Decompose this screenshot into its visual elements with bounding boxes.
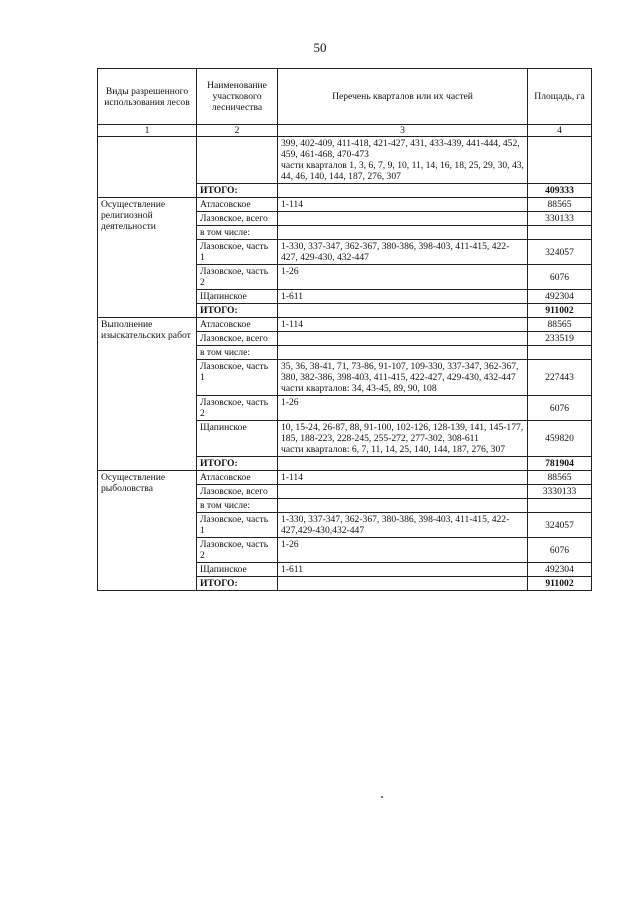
quarters-parts: части кварталов: 6, 7, 11, 14, 25, 140, 144, 187, 276, 307: [281, 444, 506, 455]
total-label: ИТОГО:: [197, 457, 278, 471]
area-cell: 88565: [528, 471, 592, 485]
use-type-cell: Выполнение изыскательских работ: [98, 318, 197, 471]
quarters-cell: [278, 304, 528, 318]
area-cell: 233519: [528, 332, 592, 346]
column-index-row: [98, 125, 592, 137]
forestry-name: в том числе:: [197, 499, 278, 513]
forestry-name: Лазовское, часть 1: [197, 360, 278, 396]
forestry-name: Щапинское: [197, 290, 278, 304]
quarters-cell: 1-330, 337-347, 362-367, 380-386, 398-403, 411-415, 422-427,429-430,432-447: [278, 513, 528, 538]
quarters-cell: 1-114: [278, 198, 528, 212]
forestry-name: Щапинское: [197, 421, 278, 457]
header-forestry: Наименование участкового лесничества: [197, 69, 278, 125]
area-cell: 227443: [528, 360, 592, 396]
table-header-row: [98, 69, 592, 125]
quarters-cell: 1-611: [278, 290, 528, 304]
quarters-cell: [278, 346, 528, 360]
area-cell: 324057: [528, 240, 592, 265]
quarters-cell: 1-114: [278, 318, 528, 332]
quarters-cell: [278, 421, 528, 457]
area-cell: 492304: [528, 563, 592, 577]
forestry-name: в том числе:: [197, 226, 278, 240]
area-cell: 330133: [528, 212, 592, 226]
col-index: 2: [197, 125, 278, 137]
total-value: 911002: [528, 304, 592, 318]
quarters-cell: 1-114: [278, 471, 528, 485]
area-cell: 459820: [528, 421, 592, 457]
total-label: ИТОГО:: [197, 184, 278, 198]
forestry-name: в том числе:: [197, 346, 278, 360]
quarters-cell: [278, 485, 528, 499]
forestry-name: Лазовское, часть 1: [197, 240, 278, 265]
header-use-type: Виды разрешенного использования лесов: [98, 69, 197, 125]
col-index: 4: [528, 125, 592, 137]
table-row: [98, 318, 592, 332]
forestry-name: Лазовское, всего: [197, 212, 278, 226]
quarters-cell: [278, 577, 528, 591]
area-cell: 6076: [528, 265, 592, 290]
quarters-cell: 1-26: [278, 265, 528, 290]
quarters-cell: 1-26: [278, 538, 528, 563]
quarters-list: 35, 36, 38-41, 71, 73-86, 91-107, 109-330, 337-347, 362-367, 380, 382-386, 398-403, 411-415, 422-427, 429-430, 432-447: [281, 361, 519, 383]
forestry-name: Лазовское, всего: [197, 485, 278, 499]
col-index: 3: [278, 125, 528, 137]
area-cell: 88565: [528, 318, 592, 332]
quarters-cell: 1-611: [278, 563, 528, 577]
area-cell: 3330133: [528, 485, 592, 499]
col-index: 1: [98, 125, 197, 137]
quarters-cell: [278, 499, 528, 513]
quarters-cell: [278, 226, 528, 240]
area-cell: [528, 346, 592, 360]
forest-use-table: [97, 68, 592, 591]
forestry-cell: [197, 137, 278, 184]
area-cell: 324057: [528, 513, 592, 538]
forestry-name: Лазовское, часть 2: [197, 396, 278, 421]
forestry-name: Атласовское: [197, 318, 278, 332]
table-row: [98, 471, 592, 485]
area-cell: 6076: [528, 538, 592, 563]
area-cell: 492304: [528, 290, 592, 304]
quarters-parts: части кварталов: 34, 43-45, 89, 90, 108: [281, 383, 437, 394]
forestry-name: Лазовское, часть 1: [197, 513, 278, 538]
forestry-name: Лазовское, часть 2: [197, 538, 278, 563]
page-number: 50: [313, 40, 327, 55]
forestry-name: Лазовское, всего: [197, 332, 278, 346]
quarters-list: 399, 402-409, 411-418, 421-427, 431, 433-439, 441-444, 452, 459, 461-468, 470-473: [281, 138, 520, 160]
quarters-list: 10, 15-24, 26-87, 88, 91-100, 102-126, 128-139, 141, 145-177, 185, 188-223, 228-245, 255-272, 277-302, 308-611: [281, 422, 524, 444]
forestry-name: Атласовское: [197, 471, 278, 485]
quarters-cell: 1-26: [278, 396, 528, 421]
total-label: ИТОГО:: [197, 577, 278, 591]
use-type-cell: Осуществление религиозной деятельности: [98, 198, 197, 318]
quarters-cell: [278, 137, 528, 184]
area-cell: [528, 499, 592, 513]
quarters-cell: [278, 360, 528, 396]
use-type-cell: Осуществление рыболовства: [98, 471, 197, 591]
quarters-cell: [278, 332, 528, 346]
area-cell: 88565: [528, 198, 592, 212]
total-value: 409333: [528, 184, 592, 198]
header-area: Площадь, га: [528, 69, 592, 125]
header-quarters: Перечень кварталов или их частей: [278, 69, 528, 125]
total-value: 781904: [528, 457, 592, 471]
total-value: 911002: [528, 577, 592, 591]
quarters-cell: [278, 212, 528, 226]
quarters-parts: части кварталов 1, 3, 6, 7, 9, 10, 11, 14, 16, 18, 25, 29, 30, 43, 44, 46, 140, 144, 187, 276, 307: [281, 160, 524, 182]
area-cell: 6076: [528, 396, 592, 421]
total-label: ИТОГО:: [197, 304, 278, 318]
forestry-name: Атласовское: [197, 198, 278, 212]
use-type-cell: [98, 137, 197, 198]
table-row: [98, 198, 592, 212]
quarters-cell: [278, 184, 528, 198]
scan-speck: [381, 796, 383, 798]
forestry-name: Щапинское: [197, 563, 278, 577]
table-row: [98, 137, 592, 184]
area-cell: [528, 226, 592, 240]
forestry-name: Лазовское, часть 2: [197, 265, 278, 290]
area-cell: [528, 137, 592, 184]
quarters-cell: [278, 457, 528, 471]
quarters-cell: 1-330, 337-347, 362-367, 380-386, 398-403, 411-415, 422-427, 429-430, 432-447: [278, 240, 528, 265]
